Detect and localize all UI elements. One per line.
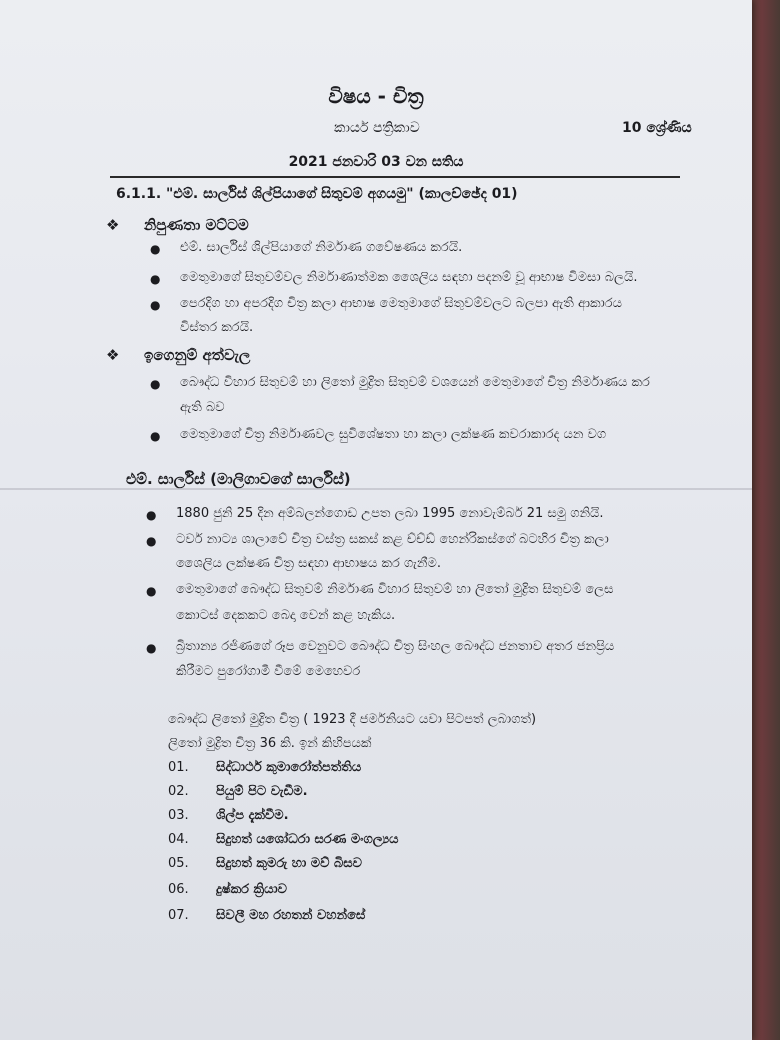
- worksheet-label: කාර්ය පත්‍රිකාව: [334, 120, 420, 136]
- list-item-text: දුෂ්කර ක්‍රියාව: [216, 882, 288, 897]
- artist-item: බ්‍රිතාන්‍ය රජිණගේ රූප වෙනුවට බෞද්ධ චිත්‍ර සිංහල බෞද්ධ ජනතාව අතර ජනප්‍රිය: [176, 639, 615, 654]
- learning-heading: ඉගෙනුම් අත්වැල: [144, 346, 251, 364]
- list-item-number: 06.: [168, 882, 189, 897]
- list-item-text: සිද්ධාර්ථ කුමාරෝත්පත්තිය: [216, 760, 362, 775]
- four-diamond-icon: ❖: [106, 216, 120, 234]
- artist-heading: එම්. සාර්ලිස් (මාලිගාවගේ සාර්ලිස්): [126, 470, 351, 488]
- artist-item-continued: කිරීමට පුරෝගාමී වීමේ මෙහෙවර: [176, 664, 361, 679]
- bullet-icon: ●: [146, 641, 157, 655]
- page-title: විෂය - චිත්‍ර: [328, 84, 424, 108]
- artist-item-continued: ශෛලිය ලක්ෂණ චිත්‍ර සඳහා ආභාෂය කර ගැනීම.: [176, 556, 441, 571]
- artist-item-continued: කොටස් දෙකකට බෙදා වෙන් කළ හැකිය.: [176, 608, 396, 623]
- list-item-text: සිදුහත් යශෝධරා සරණ මංගල්‍යය: [216, 832, 399, 847]
- header-divider: [110, 176, 680, 178]
- bullet-icon: ●: [150, 429, 161, 443]
- grade-label: 10 ශ්‍රේණිය: [622, 120, 692, 136]
- competency-item: මෙතුමාගේ සිතුවම්වල නිර්මාණාත්මක ශෛලිය සඳහා පදනම් වූ ආභාෂ විමසා බලයි.: [180, 270, 638, 285]
- bullet-icon: ●: [146, 584, 157, 598]
- list-item-text: සිදුහත් කුමරු හා මව් බිසව: [216, 856, 362, 871]
- artist-item: ටවර් නාට්‍ය ශාලාවේ චිත්‍ර වස්ත්‍ර සකස් කළ ච්ච්ඩ් හෙන්රිකස්ගේ බටහිර චිත්‍ර කලා: [176, 532, 609, 547]
- lesson-title: 6.1.1. "එම්. සාර්ලිස් ශිල්පියාගේ සිතුවම් අගයමු" (කාලච්ඡේද 01): [116, 186, 518, 202]
- bullet-icon: ●: [146, 534, 157, 548]
- learning-item-continued: ඇති බව: [180, 400, 225, 415]
- competency-item: එම්. සාර්ලිස් ශිල්පියාගේ නිර්මාණ ගවේෂණය කරයි.: [180, 240, 463, 255]
- list-item-text: ශිල්ප දැක්වීම.: [216, 808, 289, 823]
- learning-item: මෙතුමාගේ චිත්‍ර නිර්මාණවල සුවිශේෂතා හා කලා ලක්ෂණ කවරාකාරද යන වග: [180, 427, 607, 442]
- litho-count: ලිතෝ මුද්‍රිත චිත්‍ර 36 කි. ඉන් කිහිපයක්: [168, 736, 372, 751]
- bullet-icon: ●: [146, 508, 157, 522]
- list-item-number: 01.: [168, 760, 189, 775]
- artist-item: මෙතුමාගේ බෞද්ධ සිතුවම් නිර්මාණ විහාර සිතුවම් හා ලිතෝ මුද්‍රිත සිතුවම් ලෙස: [176, 582, 614, 597]
- list-item-number: 05.: [168, 856, 189, 871]
- learning-item: බෞද්ධ විහාර සිතුවම් හා ලිතෝ මුද්‍රිත සිතුවම් වශයෙන් මෙතුමාගේ චිත්‍ර නිර්මාණය කර: [180, 375, 650, 390]
- competency-heading: නිපුණතා මට්ටම: [144, 216, 249, 234]
- list-item-number: 07.: [168, 908, 189, 923]
- competency-item: පෙරදිග හා අපරදිග චිත්‍ර කලා ආභාෂ මෙතුමාගේ සිතුවම්වලට බලපා ඇති ආකාරය: [180, 296, 622, 311]
- litho-intro: බෞද්ධ ලිතෝ මුද්‍රිත චිත්‍ර ( 1923 දී ජර්මනියට යවා පිටපත් ලබාගත්): [168, 712, 537, 727]
- bullet-icon: ●: [150, 242, 161, 256]
- bullet-icon: ●: [150, 298, 161, 312]
- list-item-text: සිවලී මහ රහතන් වහන්සේ: [216, 908, 366, 923]
- paper-fold: [0, 488, 752, 490]
- list-item-number: 03.: [168, 808, 189, 823]
- competency-item-continued: විස්තර කරයි.: [180, 320, 254, 335]
- list-item-number: 02.: [168, 784, 189, 799]
- list-item-number: 04.: [168, 832, 189, 847]
- bullet-icon: ●: [150, 377, 161, 391]
- list-item-text: පියුම් පිට වැඩීම.: [216, 784, 308, 799]
- four-diamond-icon: ❖: [106, 346, 120, 364]
- bullet-icon: ●: [150, 272, 161, 286]
- artist-item: 1880 ජුනි 25 දින අම්බලන්ගොඩ උපත ලබා 1995 නොවැම්බර් 21 සමු ගනියි.: [176, 506, 604, 521]
- week-date: 2021 ජනවාරි 03 වන සතිය: [288, 154, 464, 170]
